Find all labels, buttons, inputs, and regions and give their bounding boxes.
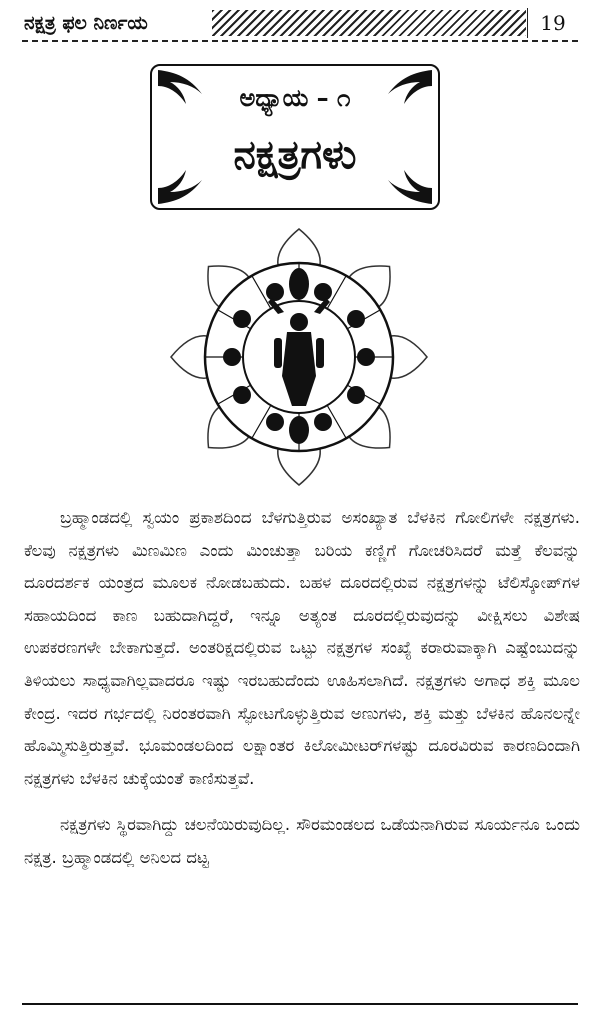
paragraph: ನಕ್ಷತ್ರಗಳು ಸ್ಥಿರವಾಗಿದ್ದು ಚಲನೆಯಿರುವುದಿಲ್ಲ. ಸೌರಮಂಡಲದ ಒಡೆಯನಾಗಿರುವ ಸೂರ್ಯನೂ ಒಂದು ನಕ್ಷತ್ರ. ಬ್ರಹ್ಮಾಂಡದಲ್ಲಿ ಅನಿಲದ ದಟ್ಟ bbox=[24, 815, 580, 867]
header-hatch-decoration bbox=[212, 10, 526, 36]
running-header bbox=[22, 8, 578, 42]
footer-divider bbox=[22, 1003, 578, 1005]
paragraph: ಬ್ರಹ್ಮಾಂಡದಲ್ಲಿ ಸ್ವಯಂ ಪ್ರಕಾಶದಿಂದ ಬೆಳಗುತ್ತಿರುವ ಅಸಂಖ್ಯಾತ ಬೆಳಕಿನ ಗೋಲಿಗಳೇ ನಕ್ಷತ್ರಗಳು. ಕೆಲವು ನಕ್ಷತ್ರಗಳು ಮಿಣಮಿಣ ಎಂದು ಮಿಂಚುತ್ತಾ ಬರಿಯ ಕಣ್ಣಿಗೆ ಗೋಚರಿಸಿದರೆ ಮತ್ತೆ ಕೆಲವನ್ನು ದೂರದರ್ಶಕ ಯಂತ್ರದ ಮೂಲಕ ನೋಡಬಹುದು. ಬಹಳ ದೂರದಲ್ಲಿರುವ ನಕ್ಷತ್ರಗಳನ್ನು ಟೆಲಿಸ್ಕೋಪ್‌ಗಳ ಸಹಾಯದಿಂದ ಕಾಣ ಬಹುದಾಗಿದ್ದರೆ, ಇನ್ನೂ ಅತ್ಯಂತ ದೂರದಲ್ಲಿರುವುದನ್ನು ವೀಕ್ಷಿಸಲು ವಿಶೇಷ ಉಪಕರಣಗಳೇ ಬೇಕಾಗುತ್ತದೆ. ಅಂತರಿಕ್ಷದಲ್ಲಿರುವ ಒಟ್ಟು ನಕ್ಷತ್ರಗಳ ಸಂಖ್ಯೆ ಕರಾರುವಾಕ್ಕಾಗಿ ಎಷ್ಟೆಂಬುದನ್ನು ತಿಳಿಯಲು ಸಾಧ್ಯವಾಗಿಲ್ಲವಾದರೂ ಇಷ್ಟು ಇರಬಹುದೆಂದು ಊಹಿಸಲಾಗಿದೆ. ನಕ್ಷತ್ರಗಳು ಅಗಾಧ ಶಕ್ತಿ ಮೂಲ ಕೇಂದ್ರ. ಇದರ ಗರ್ಭದಲ್ಲಿ ನಿರಂತರವಾಗಿ ಸ್ಫೋಟಗೊಳ್ಳುತ್ತಿರುವ ಅಣುಗಳು, ಶಕ್ತಿ ಮತ್ತು ಬೆಳಕಿನ ಹೊನಲನ್ನೇ ಹೊಮ್ಮಿಸುತ್ತಿರುತ್ತವೆ. ಭೂಮಂಡಲದಿಂದ ಲಕ್ಷಾಂತರ ಕಿಲೋಮೀಟರ್‌ಗಳಷ್ಟು ದೂರವಿರುವ ಕಾರಣದಿಂದಾಗಿ ನಕ್ಷತ್ರಗಳು ಬೆಳಕಿನ ಚುಕ್ಕೆಯಂತೆ ಕಾಣಿಸುತ್ತವೆ. bbox=[24, 508, 580, 788]
body-text bbox=[24, 502, 580, 875]
zodiac-wheel-illustration bbox=[168, 226, 430, 488]
book-title: ನಕ್ಷತ್ರ ಫಲ ನಿರ್ಣಯ bbox=[22, 8, 158, 38]
page-number: 19 bbox=[527, 8, 578, 38]
chapter-label: ಅಧ್ಯಾಯ – ೧ bbox=[239, 84, 351, 112]
chapter-title: ನಕ್ಷತ್ರಗಳು bbox=[233, 132, 357, 178]
chapter-title-box bbox=[150, 64, 440, 210]
